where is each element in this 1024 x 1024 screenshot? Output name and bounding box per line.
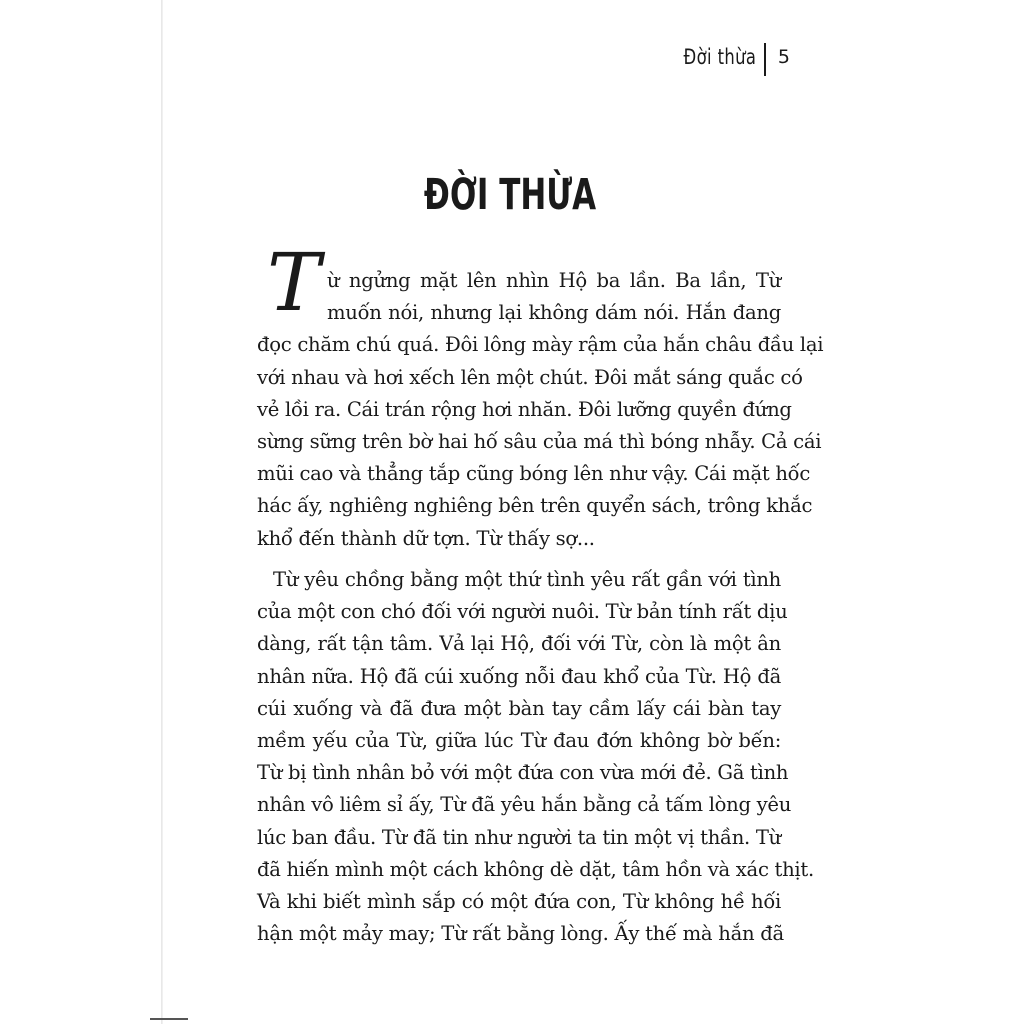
chapter-title: ĐỜI THỪA xyxy=(423,170,597,220)
paragraph-line: khổ đến thành dữ tợn. Từ thấy sợ... xyxy=(257,526,595,550)
paragraph-line: Và khi biết mình sắp có một đứa con, Từ không hề hối xyxy=(257,890,781,914)
paragraph-line: hận một mảy may; Từ rất bằng lòng. Ấy thế mà hắn đã xyxy=(257,922,784,946)
paragraph-line: vẻ lồi ra. Cái trán rộng hơi nhăn. Đôi lưỡng quyền đứng xyxy=(257,397,792,421)
paragraph-line: nhân nữa. Hộ đã cúi xuống nỗi đau khổ của Từ. Hộ đã xyxy=(257,664,781,688)
paragraph-line: hác ấy, nghiêng nghiêng bên trên quyển sách, trông khắc xyxy=(257,494,813,518)
drop-cap: T xyxy=(267,236,321,329)
paragraph-line: Từ yêu chồng bằng một thứ tình yêu rất gần với tình xyxy=(273,568,781,591)
running-header xyxy=(620,43,790,77)
paragraph-line: lúc ban đầu. Từ đã tin như người ta tin một vị thần. Từ xyxy=(257,825,781,849)
paragraph-line: Từ bị tình nhân bỏ với một đứa con vừa mới đẻ. Gã tình xyxy=(257,761,789,785)
page-number: 5 xyxy=(777,46,790,68)
paragraph-line: mũi cao và thẳng tắp cũng bóng lên như vậy. Cái mặt hốc xyxy=(257,462,811,486)
running-header-divider xyxy=(764,43,766,76)
paragraph-line: muốn nói, nhưng lại không dám nói. Hắn đang xyxy=(327,301,781,325)
paragraph-line: của một con chó đối với người nuôi. Từ bản tính rất dịu xyxy=(257,600,788,624)
paragraph-line: nhân vô liêm sỉ ấy, Từ đã yêu hắn bằng cả tấm lòng yêu xyxy=(257,793,792,817)
paragraph-2 xyxy=(257,564,814,950)
paragraph-line: cúi xuống và đã đưa một bàn tay cầm lấy cái bàn tay xyxy=(257,696,781,720)
page-gutter-shadow xyxy=(161,0,163,1024)
page-corner-mark xyxy=(150,1018,188,1020)
paragraph-1 xyxy=(257,265,824,555)
paragraph-line: dàng, rất tận tâm. Vả lại Hộ, đối với Từ, còn là một ân xyxy=(257,632,781,656)
paragraph-line: đã hiến mình một cách không dè dặt, tâm hồn và xác thịt. xyxy=(257,857,814,881)
paragraph-line: mềm yếu của Từ, giữa lúc Từ đau đớn không bờ bến: xyxy=(257,729,781,753)
paragraph-line: đọc chăm chú quá. Đôi lông mày rậm của hắn châu đầu lại xyxy=(257,333,824,357)
paragraph-line: ừ ngửng mặt lên nhìn Hộ ba lần. Ba lần, Từ xyxy=(327,269,781,292)
paragraph-line: sừng sững trên bờ hai hố sâu của má thì bóng nhẫy. Cả cái xyxy=(257,430,822,454)
running-header-title: Đời thừa xyxy=(683,45,756,69)
paragraph-line: với nhau và hơi xếch lên một chút. Đôi mắt sáng quắc có xyxy=(257,365,803,389)
